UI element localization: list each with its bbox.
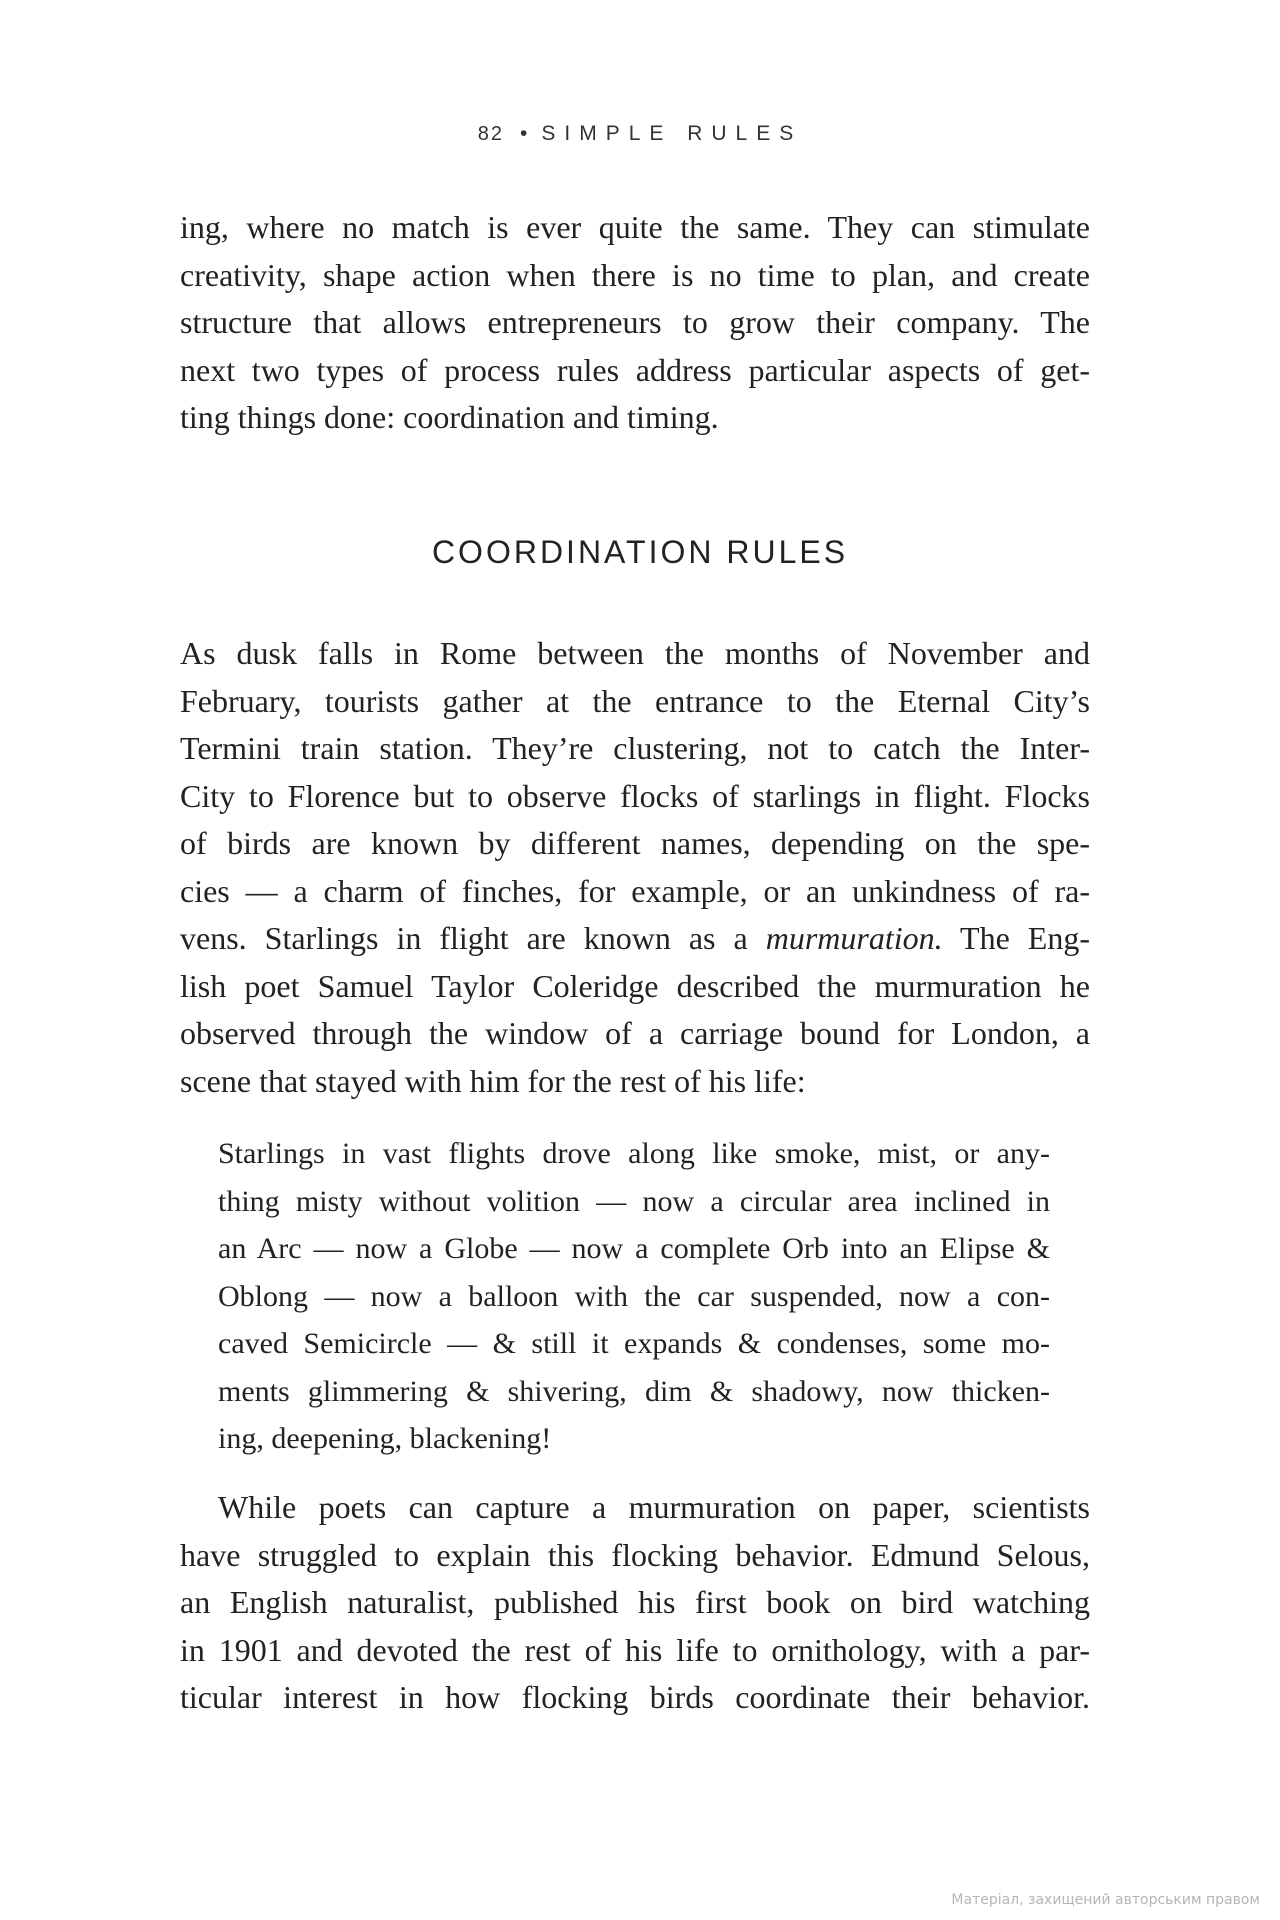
block-quote xyxy=(218,1130,1050,1463)
quote-line: thing misty without volition — now a circular area inclined in xyxy=(218,1184,1050,1218)
text-fragment: The Eng- xyxy=(942,920,1091,956)
text-line: scene that stayed with him for the rest of his life: xyxy=(180,1062,806,1099)
quote-line: ing, deepening, blackening! xyxy=(218,1422,552,1455)
running-head-title: SIMPLE RULES xyxy=(541,122,803,145)
text-line: As dusk falls in Rome between the months of November and xyxy=(180,635,1090,671)
text-line: observed through the window of a carriage bound for London, a xyxy=(180,1015,1090,1051)
text-line: in 1901 and devoted the rest of his life to ornithology, with a par- xyxy=(180,1631,1090,1668)
text-line: February, tourists gather at the entrance to the Eternal City’s xyxy=(180,682,1090,719)
running-head xyxy=(0,122,1280,146)
paragraph-2 xyxy=(180,630,1090,1105)
quote-line: ments glimmering & shivering, dim & shadowy, now thicken- xyxy=(218,1374,1050,1408)
text-line: cies — a charm of finches, for example, or an unkindness of ra- xyxy=(180,872,1090,909)
text-line: ting things done: coordination and timing. xyxy=(180,399,719,435)
text-line: While poets can capture a murmuration on paper, scientists xyxy=(218,1489,1090,1525)
italic-term: murmuration. xyxy=(765,920,943,956)
quote-line: Oblong — now a balloon with the car suspended, now a con- xyxy=(218,1279,1050,1313)
text-fragment: vens. Starlings in flight are known as a xyxy=(180,920,766,956)
text-line: next two types of process rules address particular aspects of get- xyxy=(180,351,1090,388)
text-line: City to Florence but to observe flocks of starlings in flight. Flocks xyxy=(180,777,1090,814)
paragraph-3 xyxy=(180,1484,1090,1722)
text-line: creativity, shape action when there is no time to plan, and create xyxy=(180,256,1090,293)
text-line: Termini train station. They’re clustering, not to catch the Inter- xyxy=(180,730,1090,766)
running-head-separator: • xyxy=(520,122,528,145)
text-line: structure that allows entrepreneurs to grow their company. The xyxy=(180,304,1090,340)
text-line: an English naturalist, published his first book on bird watching xyxy=(180,1584,1090,1620)
quote-line: caved Semicircle — & still it expands & condenses, some mo- xyxy=(218,1327,1050,1360)
quote-line: an Arc — now a Globe — now a complete Orb into an Elipse & xyxy=(218,1232,1050,1265)
text-line: ing, where no match is ever quite the same. They can stimulate xyxy=(180,209,1090,245)
section-heading: COORDINATION RULES xyxy=(431,534,849,570)
text-line: lish poet Samuel Taylor Coleridge described the murmuration he xyxy=(180,967,1090,1004)
text-line: of birds are known by different names, depending on the spe- xyxy=(180,825,1090,861)
text-line: have struggled to explain this flocking behavior. Edmund Selous, xyxy=(180,1536,1090,1573)
copyright-watermark: Матеріал, захищений авторським правом xyxy=(951,1892,1260,1908)
text-line xyxy=(180,915,1090,963)
paragraph-1 xyxy=(180,204,1090,442)
text-line: ticular interest in how flocking birds coordinate their behavior. xyxy=(180,1679,1090,1715)
page-number: 82 xyxy=(477,123,504,145)
quote-line: Starlings in vast flights drove along like smoke, mist, or any- xyxy=(218,1137,1050,1170)
